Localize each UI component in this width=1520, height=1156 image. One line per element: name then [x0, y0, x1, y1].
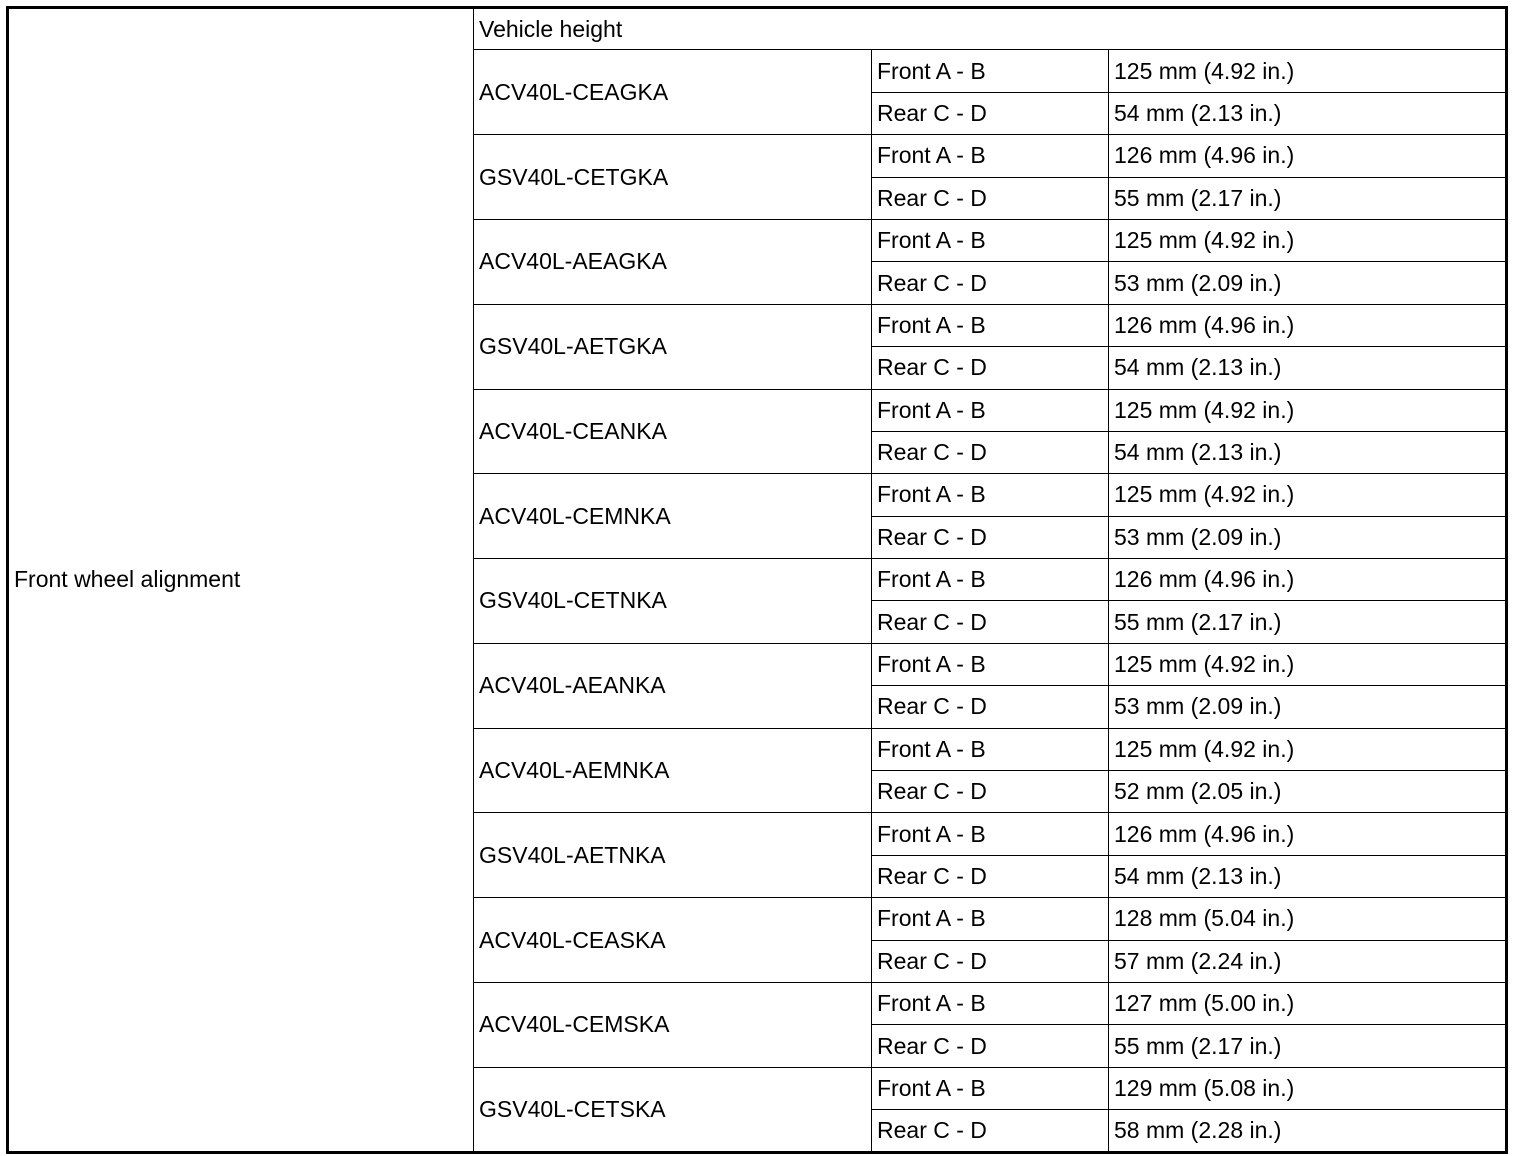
- height-value: 55 mm (2.17 in.): [1109, 601, 1507, 643]
- model-code: GSV40L-AETGKA: [474, 304, 872, 389]
- model-code: GSV40L-AETNKA: [474, 813, 872, 898]
- measurement-position: Rear C - D: [872, 855, 1109, 897]
- height-value: 53 mm (2.09 in.): [1109, 686, 1507, 728]
- measurement-position: Rear C - D: [872, 177, 1109, 219]
- measurement-position: Front A - B: [872, 304, 1109, 346]
- height-value: 58 mm (2.28 in.): [1109, 1110, 1507, 1152]
- measurement-position: Front A - B: [872, 474, 1109, 516]
- height-value: 125 mm (4.92 in.): [1109, 389, 1507, 431]
- model-code: ACV40L-AEANKA: [474, 643, 872, 728]
- model-code: GSV40L-CETSKA: [474, 1067, 872, 1152]
- measurement-position: Rear C - D: [872, 516, 1109, 558]
- vehicle-height-header: Vehicle height: [474, 8, 1507, 50]
- measurement-position: Rear C - D: [872, 940, 1109, 982]
- measurement-position: Rear C - D: [872, 601, 1109, 643]
- measurement-position: Rear C - D: [872, 262, 1109, 304]
- measurement-position: Front A - B: [872, 728, 1109, 770]
- height-value: 125 mm (4.92 in.): [1109, 219, 1507, 261]
- model-code: GSV40L-CETNKA: [474, 559, 872, 644]
- measurement-position: Front A - B: [872, 813, 1109, 855]
- height-value: 54 mm (2.13 in.): [1109, 431, 1507, 473]
- measurement-position: Front A - B: [872, 50, 1109, 92]
- height-value: 126 mm (4.96 in.): [1109, 135, 1507, 177]
- measurement-position: Front A - B: [872, 982, 1109, 1024]
- measurement-position: Front A - B: [872, 1067, 1109, 1109]
- height-value: 127 mm (5.00 in.): [1109, 982, 1507, 1024]
- measurement-position: Rear C - D: [872, 771, 1109, 813]
- measurement-position: Rear C - D: [872, 686, 1109, 728]
- measurement-position: Front A - B: [872, 219, 1109, 261]
- height-value: 128 mm (5.04 in.): [1109, 898, 1507, 940]
- height-value: 57 mm (2.24 in.): [1109, 940, 1507, 982]
- model-code: ACV40L-CEAGKA: [474, 50, 872, 135]
- height-value: 125 mm (4.92 in.): [1109, 50, 1507, 92]
- model-code: GSV40L-CETGKA: [474, 135, 872, 220]
- height-value: 125 mm (4.92 in.): [1109, 728, 1507, 770]
- measurement-position: Front A - B: [872, 898, 1109, 940]
- model-code: ACV40L-CEANKA: [474, 389, 872, 474]
- height-value: 129 mm (5.08 in.): [1109, 1067, 1507, 1109]
- measurement-position: Front A - B: [872, 389, 1109, 431]
- height-value: 52 mm (2.05 in.): [1109, 771, 1507, 813]
- height-value: 126 mm (4.96 in.): [1109, 813, 1507, 855]
- measurement-position: Rear C - D: [872, 347, 1109, 389]
- model-code: ACV40L-AEMNKA: [474, 728, 872, 813]
- height-value: 126 mm (4.96 in.): [1109, 304, 1507, 346]
- measurement-position: Rear C - D: [872, 92, 1109, 134]
- measurement-position: Front A - B: [872, 559, 1109, 601]
- height-value: 125 mm (4.92 in.): [1109, 474, 1507, 516]
- height-value: 126 mm (4.96 in.): [1109, 559, 1507, 601]
- measurement-position: Rear C - D: [872, 1025, 1109, 1067]
- height-value: 125 mm (4.92 in.): [1109, 643, 1507, 685]
- height-value: 54 mm (2.13 in.): [1109, 347, 1507, 389]
- height-value: 54 mm (2.13 in.): [1109, 855, 1507, 897]
- model-code: ACV40L-AEAGKA: [474, 219, 872, 304]
- height-value: 54 mm (2.13 in.): [1109, 92, 1507, 134]
- height-value: 53 mm (2.09 in.): [1109, 262, 1507, 304]
- height-value: 53 mm (2.09 in.): [1109, 516, 1507, 558]
- section-label: Front wheel alignment: [8, 8, 474, 1153]
- model-code: ACV40L-CEMSKA: [474, 982, 872, 1067]
- spec-table-body: [8, 8, 1507, 1153]
- measurement-position: Rear C - D: [872, 431, 1109, 473]
- measurement-position: Front A - B: [872, 135, 1109, 177]
- measurement-position: Front A - B: [872, 643, 1109, 685]
- height-value: 55 mm (2.17 in.): [1109, 1025, 1507, 1067]
- measurement-position: Rear C - D: [872, 1110, 1109, 1152]
- height-value: 55 mm (2.17 in.): [1109, 177, 1507, 219]
- vehicle-height-spec-table: [6, 6, 1508, 1154]
- model-code: ACV40L-CEMNKA: [474, 474, 872, 559]
- model-code: ACV40L-CEASKA: [474, 898, 872, 983]
- header-row: [8, 8, 1507, 50]
